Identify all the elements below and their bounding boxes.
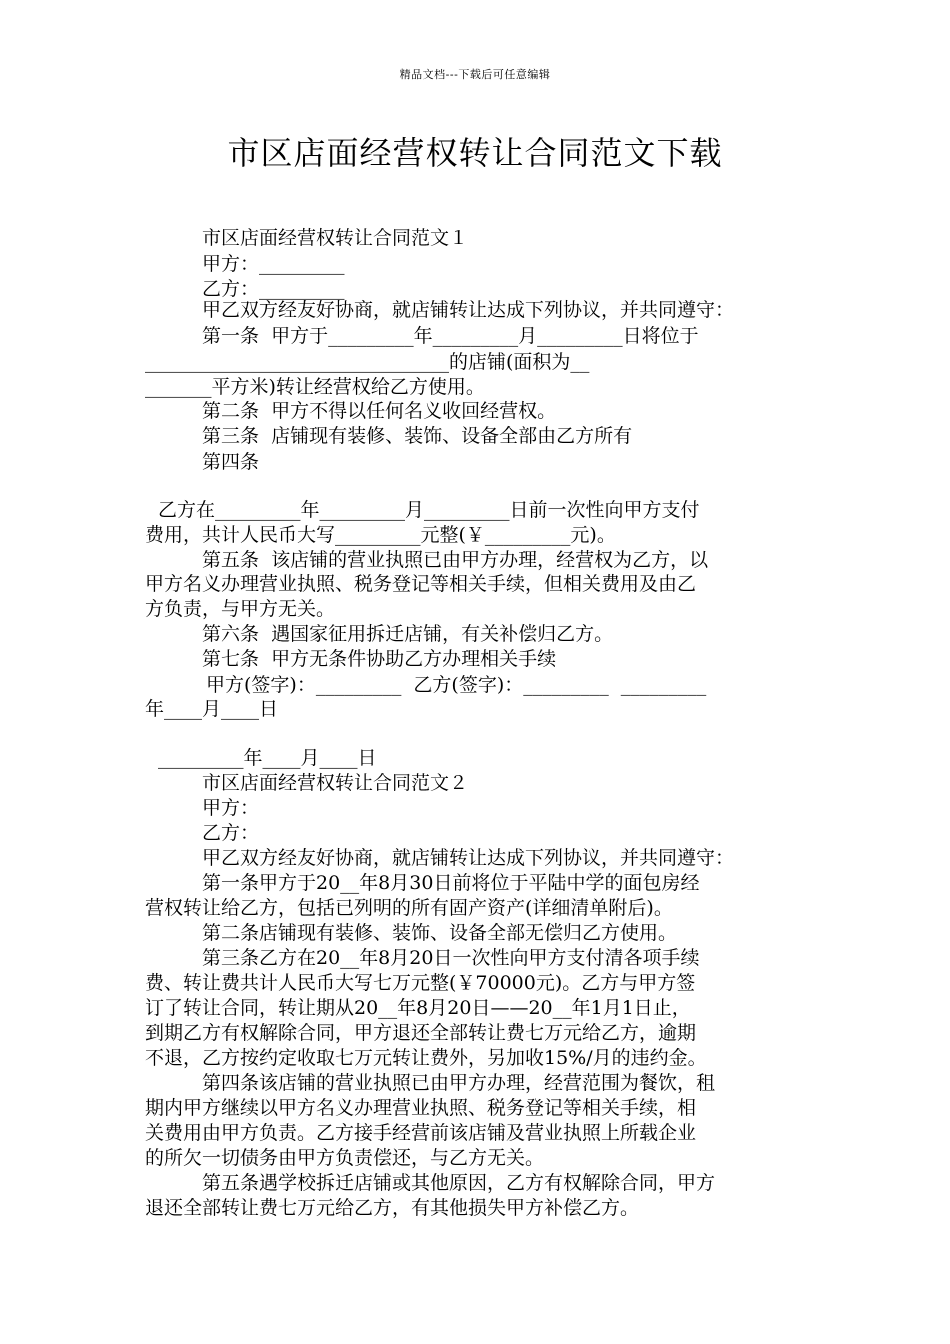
body-line: 费用，共计人民币大写_________元整(￥_________元)。 [145,524,616,546]
document-title: 市区店面经营权转让合同范文下载 [227,134,723,172]
body-line: 第四条 [202,451,260,473]
body-line: 第三条乙方在20__年8月20日一次性向甲方支付清各项手续 [202,947,700,969]
body-line: 的所欠一切债务由甲方负责偿还，与乙方无关。 [145,1147,545,1169]
body-line: 年____月____日 [145,698,279,720]
body-line: 退还全部转让费七万元给乙方，有其他损失甲方补偿乙方。 [145,1197,640,1219]
body-line: 乙方： [202,822,260,844]
body-line: 第一条甲方于20__年8月30日前将位于平陆中学的面包房经 [202,872,700,894]
body-line: 第二条 甲方不得以任何名义收回经营权。 [202,400,557,422]
body-line: 第二条店铺现有装修、装饰、设备全部无偿归乙方使用。 [202,922,678,944]
body-line: 市区店面经营权转让合同范文２ [202,772,469,794]
body-line: 不退，乙方按约定收取七万元转让费外，另加收15%/月的违约金。 [145,1047,707,1069]
body-line: 第七条 甲方无条件协助乙方办理相关手续 [202,648,557,670]
body-line: 第三条 店铺现有装修、装饰、设备全部由乙方所有 [202,425,633,447]
body-line: 第六条 遇国家征用拆迁店铺，有关补偿归乙方。 [202,623,614,645]
body-line: _________年____月____日 [158,747,377,769]
body-line: 市区店面经营权转让合同范文１ [202,227,469,249]
body-line: 第一条 甲方于_________年_________月_________日将位于 [202,325,699,347]
body-line: 到期乙方有权解除合同，甲方退还全部转让费七万元给乙方，逾期 [145,1022,697,1044]
body-line: ________________________________的店铺(面积为__ [145,351,590,373]
body-line: 关费用由甲方负责。乙方接手经营前该店铺及营业执照上所载企业 [145,1122,697,1144]
body-line: 订了转让合同，转让期从20__年8月20日——20__年1月1日止， [145,997,691,1019]
body-line: 乙方在_________年_________月_________日前一次性向甲方支付 [158,499,700,521]
body-line: 方负责，与甲方无关。 [145,598,336,620]
body-line: 乙方：_________ [202,278,345,300]
body-line: _______平方米)转让经营权给乙方使用。 [145,376,485,398]
header-note: 精品文档---下载后可任意编辑 [399,68,551,81]
body-line: 费、转让费共计人民币大写七万元整(￥70000元)。乙方与甲方签 [145,972,696,994]
body-line: 第五条遇学校拆迁店铺或其他原因，乙方有权解除合同，甲方 [202,1172,716,1194]
body-line: 期内甲方继续以甲方名义办理营业执照、税务登记等相关手续，相 [145,1097,697,1119]
body-line: 甲方名义办理营业执照、税务登记等相关手续，但相关费用及由乙 [145,573,697,595]
body-line: 甲乙双方经友好协商，就店铺转让达成下列协议，并共同遵守： [202,847,735,869]
body-line: 甲方(签字)：_________ 乙方(签字)：_________ _________ [206,674,707,696]
body-line: 第四条该店铺的营业执照已由甲方办理，经营范围为餐饮，租 [202,1072,716,1094]
body-line: 甲方： [202,797,260,819]
body-line: 第五条 该店铺的营业执照已由甲方办理，经营权为乙方，以 [202,549,709,571]
body-line: 甲乙双方经友好协商，就店铺转让达成下列协议，并共同遵守： [202,299,735,321]
body-line: 甲方：_________ [202,253,345,275]
body-line: 营权转让给乙方，包括已列明的所有固产资产(详细清单附后)。 [145,897,673,919]
